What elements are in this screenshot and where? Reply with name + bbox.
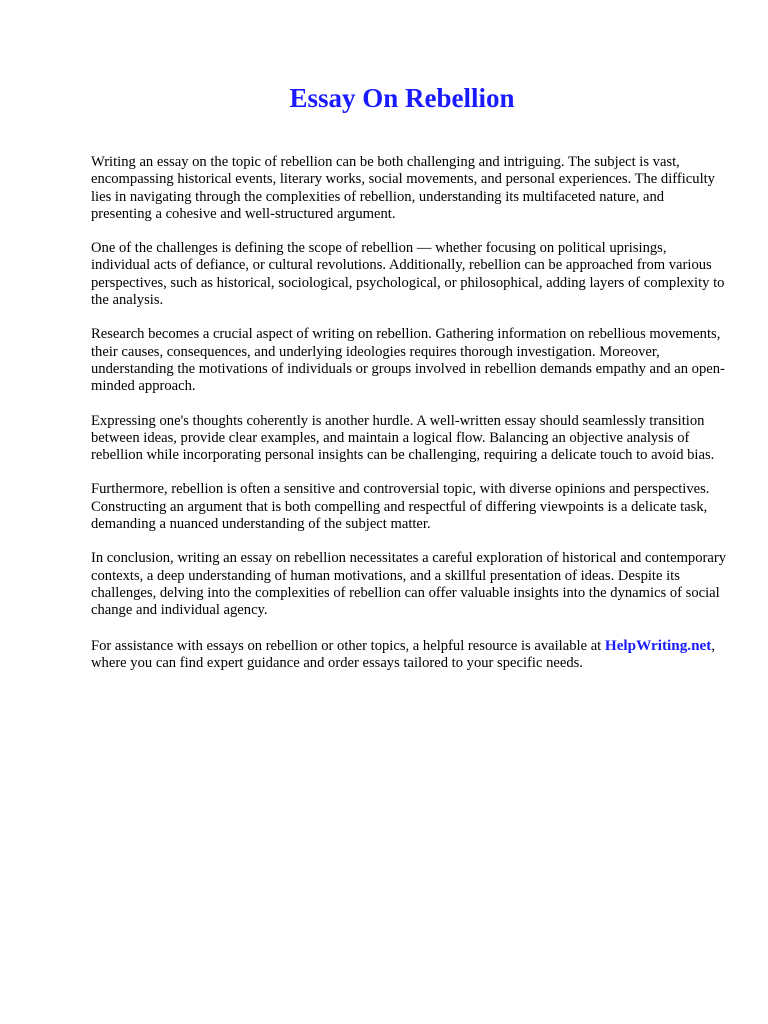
paragraph-closing — [91, 637, 728, 673]
closing-text-after-link: , where you can find expert guidance and order essays tailored to your specific needs. — [91, 637, 715, 671]
paragraph-scope: One of the challenges is defining the scope of rebellion — whether focusing on political uprisings, individual acts of defiance, or cultural revolutions. Additionally, rebellion can be approached from various perspectives, such as historical, sociological, psychological, or philosophical, adding layers of complexity to the analysis. — [91, 240, 725, 309]
paragraph-sensitivity: Furthermore, rebellion is often a sensitive and controversial topic, with diverse opinions and perspectives. Constructing an argument that is both compelling and respectful of differing viewpoints is a delicate task, demanding a nuanced understanding of the subject matter. — [91, 481, 710, 533]
closing-text-before-link: For assistance with essays on rebellion or other topics, a helpful resource is available at — [91, 637, 605, 654]
paragraph-research: Research becomes a crucial aspect of writing on rebellion. Gathering information on rebellious movements, their causes, consequences, and underlying ideologies requires thorough investigation. Moreover, understanding the motivations of individuals or groups involved in rebellion demands empathy and an open-minded approach. — [91, 326, 725, 395]
paragraph-intro: Writing an essay on the topic of rebellion can be both challenging and intriguing. The subject is vast, encompassing historical events, literary works, social movements, and personal experiences. The difficulty lies in navigating through the complexities of rebellion, understanding its multifaceted nature, and presenting a cohesive and well-structured argument. — [91, 154, 715, 222]
page-title: Essay On Rebellion — [289, 83, 515, 113]
paragraph-conclusion: In conclusion, writing an essay on rebellion necessitates a careful exploration of historical and contemporary contexts, a deep understanding of human motivations, and a skillful presentation of ideas. Despite its challenges, delving into the complexities of rebellion can offer valuable insights into the dynamics of social change and individual agency. — [91, 550, 727, 619]
paragraph-expression: Expressing one's thoughts coherently is another hurdle. A well-written essay should seamlessly transition between ideas, provide clear examples, and maintain a logical flow. Balancing an objective analysis of rebellion while incorporating personal insights can be challenging, requiring a delicate touch to avoid bias. — [91, 412, 715, 464]
helpwriting-link[interactable]: HelpWriting.net — [604, 636, 712, 654]
